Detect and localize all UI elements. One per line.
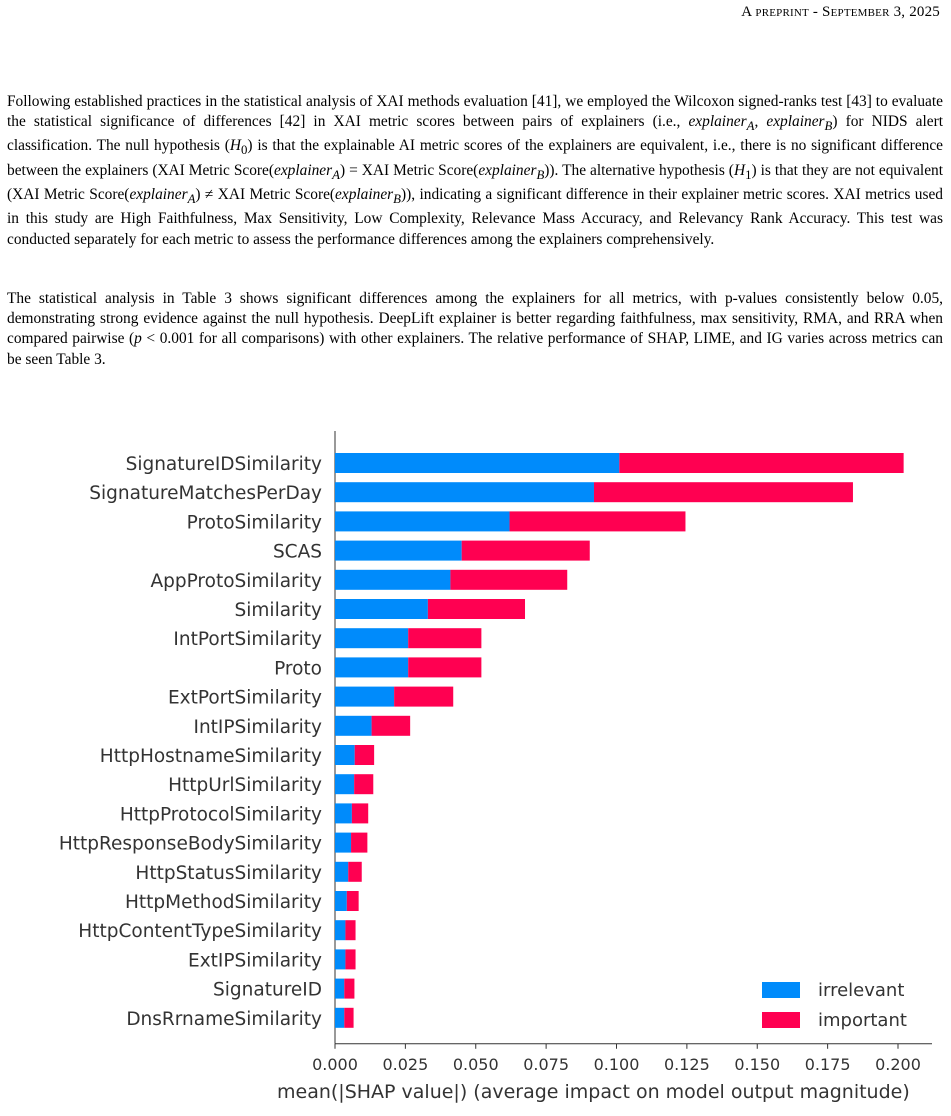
category-label: ExtIPSimilarity xyxy=(188,950,322,972)
bar-irrelevant-13 xyxy=(335,833,351,853)
bar-irrelevant-0 xyxy=(335,453,619,473)
bar-important-5 xyxy=(428,599,525,619)
category-label: HttpResponseBodySimilarity xyxy=(58,833,322,855)
bar-important-11 xyxy=(354,774,373,794)
bar-important-18 xyxy=(344,979,354,999)
bar-important-17 xyxy=(345,949,355,969)
category-label: Proto xyxy=(274,658,322,680)
category-label: HttpStatusSimilarity xyxy=(135,862,322,884)
category-label: SCAS xyxy=(272,541,322,563)
bar-irrelevant-8 xyxy=(335,687,394,707)
bar-important-4 xyxy=(450,570,567,590)
category-label: Similarity xyxy=(234,600,322,621)
bar-irrelevant-7 xyxy=(335,657,408,677)
bar-irrelevant-18 xyxy=(335,979,344,999)
bar-important-0 xyxy=(619,453,903,473)
bar-important-10 xyxy=(355,745,374,765)
bar-important-3 xyxy=(462,541,590,561)
header-separator: - xyxy=(808,4,823,20)
category-label: SignatureIDSimilarity xyxy=(125,454,322,475)
category-label: HttpProtocolSimilarity xyxy=(119,804,322,826)
legend-label-important: important xyxy=(818,1010,907,1031)
x-tick-label: 0.125 xyxy=(663,1054,710,1074)
category-label: IntPortSimilarity xyxy=(173,629,322,651)
bar-irrelevant-9 xyxy=(335,716,372,736)
bar-important-6 xyxy=(408,628,481,648)
running-header xyxy=(741,4,940,21)
category-label: HttpMethodSimilarity xyxy=(124,892,322,913)
bar-irrelevant-1 xyxy=(335,482,594,502)
x-tick-label: 0.025 xyxy=(382,1054,429,1074)
header-date: September 3, 2025 xyxy=(822,4,940,20)
bar-irrelevant-11 xyxy=(335,774,354,794)
category-label: ProtoSimilarity xyxy=(186,512,322,534)
bar-important-12 xyxy=(352,803,368,823)
x-tick-label: 0.100 xyxy=(593,1054,640,1074)
bar-irrelevant-5 xyxy=(335,599,428,619)
bar-important-14 xyxy=(348,862,362,882)
category-label: SignatureMatchesPerDay xyxy=(89,483,322,505)
bar-irrelevant-15 xyxy=(335,891,347,911)
bar-important-15 xyxy=(347,891,359,911)
category-label: DnsRrnameSimilarity xyxy=(126,1008,322,1030)
category-label: AppProtoSimilarity xyxy=(150,570,322,592)
category-label: IntIPSimilarity xyxy=(193,716,322,738)
x-axis-label: mean(|SHAP value|) (average impact on model output magnitude) xyxy=(277,1080,910,1103)
category-label: SignatureID xyxy=(213,979,322,1001)
x-tick-label: 0.050 xyxy=(452,1054,499,1074)
bar-important-13 xyxy=(351,833,367,853)
bar-irrelevant-10 xyxy=(335,745,355,765)
bar-irrelevant-16 xyxy=(335,920,345,940)
bar-irrelevant-4 xyxy=(335,570,450,590)
category-label: HttpUrlSimilarity xyxy=(168,775,322,797)
legend-label-irrelevant: irrelevant xyxy=(818,980,905,1001)
bar-important-7 xyxy=(408,657,481,677)
paragraph-wilcoxon: Following established practices in the statistical analysis of XAI methods evaluation [41], we employed the Wilcoxon signed-ranks test [43] to evaluate the statistical significance of differences [42] in XAI metric scores between pairs of explainers (i.e., explainer$_A$, explainer$_B$) for NIDS alert classification. The null hypothesis $(H_0)$ is that the explainable AI metric scores of the explainers are equivalent, i.e., there is no significant difference between the explainers (XAI Metric Score(explainer$_A$) = XAI Metric Score(explainer$_B$)). The alternative hypothesis $(H_1)$ is that they are not equivalent (XAI Metric Score(explainer$_A$) ≠ XAI Metric Score(explainer$_B$)), indicating a significant difference in their explainer metric scores. XAI metrics used in this study are High Faithfulness, Max Sensitivity, Low Complexity, Relevance Mass Accuracy, and Relevancy Rank Accuracy. This test was conducted separately for each metric to assess the performance differences among the explainers comprehensively. xyxy=(7,93,944,248)
x-tick-label: 0.175 xyxy=(804,1054,851,1074)
category-label: HttpContentTypeSimilarity xyxy=(78,921,322,943)
bar-irrelevant-3 xyxy=(335,541,462,561)
legend-swatch-irrelevant xyxy=(762,982,800,998)
shap-bar-chart xyxy=(0,425,951,1116)
bar-important-16 xyxy=(345,920,355,940)
bar-irrelevant-19 xyxy=(335,1008,344,1028)
preprint-label: A preprint xyxy=(741,4,809,20)
category-label: HttpHostnameSimilarity xyxy=(99,746,322,767)
bar-irrelevant-2 xyxy=(335,511,510,531)
legend-swatch-important xyxy=(762,1012,800,1028)
x-tick-label: 0.075 xyxy=(523,1054,570,1074)
category-label: ExtPortSimilarity xyxy=(167,687,322,709)
bar-irrelevant-6 xyxy=(335,628,408,648)
bar-important-19 xyxy=(344,1008,353,1028)
x-tick-label: 0.000 xyxy=(312,1054,358,1074)
bar-important-8 xyxy=(394,687,453,707)
bar-important-1 xyxy=(594,482,853,502)
bar-irrelevant-17 xyxy=(335,949,345,969)
bar-important-9 xyxy=(372,716,411,736)
bar-irrelevant-12 xyxy=(335,803,352,823)
x-tick-label: 0.200 xyxy=(875,1054,921,1074)
bar-irrelevant-14 xyxy=(335,862,348,882)
bar-important-2 xyxy=(510,511,686,531)
x-tick-label: 0.150 xyxy=(734,1054,781,1074)
paragraph-results: The statistical analysis in Table 3 shows significant differences among the explainers for all metrics, with p-values consistently below 0.05, demonstrating strong evidence against the null hypothesis. DeepLift explainer is better regarding faithfulness, max sensitivity, RMA, and RRA when compared pairwise (p < 0.001 for all comparisons) with other explainers. The relative performance of SHAP, LIME, and IG varies across metrics can be seen Table 3. xyxy=(7,290,943,368)
